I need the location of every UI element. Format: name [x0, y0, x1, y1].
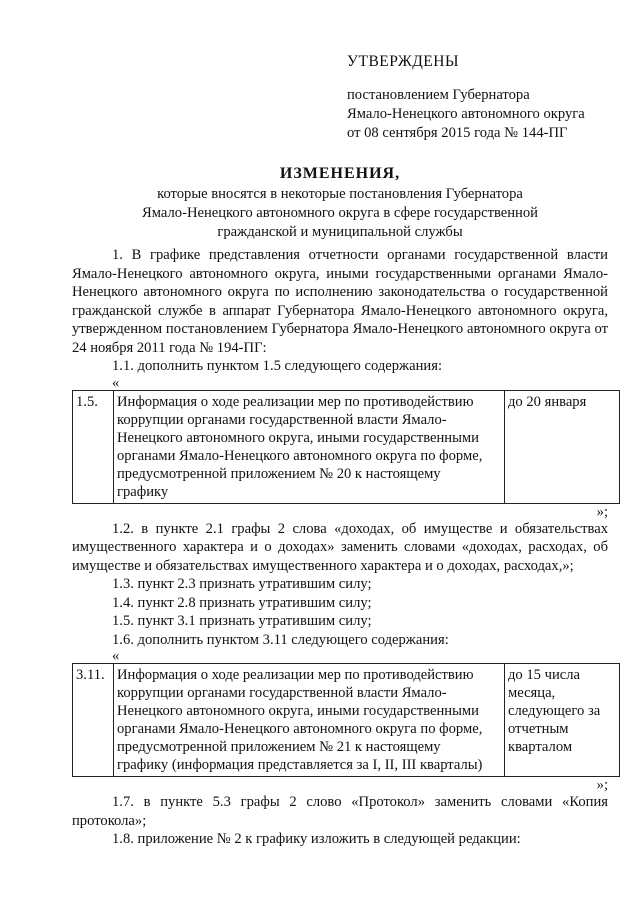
approval-line: Ямало-Ненецкого автономного округа	[347, 106, 585, 122]
item-number: 3.11.	[73, 664, 114, 777]
table-row	[73, 664, 620, 777]
item-deadline	[505, 664, 620, 777]
heading-line: гражданской и муниципальной службы	[217, 224, 463, 240]
description-line: предусмотренной приложением № 20 к настоящему	[117, 465, 441, 482]
quote-open: «	[112, 374, 120, 391]
deadline-line: до 15 числа	[508, 667, 580, 683]
quote-close: »;	[596, 503, 608, 520]
paragraph-1: 1. В графике представления отчетности органами государственной власти Ямало-Ненецкого автономного округа, иными государственными органами Ямало-Ненецкого автономного округа по исполнению законодательства о государственной гражданской службе в аппарат Губернатора Ямало-Ненецкого автономного округа, утвержденном постановлением Губернатора Ямало-Ненецкого автономного округа от 24 ноября 2011 года № 194-ПГ:	[72, 247, 608, 356]
approval-line: от 08 сентября 2015 года № 144-ПГ	[347, 125, 568, 141]
description-line: коррупции органами государственной власти Ямало-	[117, 685, 447, 701]
description-line: графику	[117, 483, 169, 500]
item-description	[114, 664, 505, 777]
deadline-line: следующего за	[508, 703, 601, 719]
table-item-1-5	[72, 390, 620, 504]
item-number: 1.5.	[73, 390, 114, 503]
deadline-line: до 20 января	[508, 393, 587, 410]
item-1-1: 1.1. дополнить пунктом 1.5 следующего содержания:	[112, 358, 443, 374]
deadline-line: месяца,	[508, 685, 556, 701]
approval-title: УТВЕРЖДЕНЫ	[347, 53, 459, 70]
quote-close: »;	[596, 777, 608, 793]
description-line: Информация о ходе реализации мер по противодействию	[117, 393, 474, 410]
item-1-4: 1.4. пункт 2.8 признать утратившим силу;	[112, 594, 372, 611]
document-body	[72, 246, 608, 849]
table-row	[73, 390, 620, 503]
item-description	[114, 390, 505, 503]
approval-block	[347, 52, 627, 143]
document-heading	[70, 163, 610, 242]
description-line: коррупции органами государственной власти Ямало-	[117, 411, 447, 428]
item-1-5: 1.5. пункт 3.1 признать утратившим силу;	[112, 613, 372, 629]
description-line: органами Ямало-Ненецкого автономного округа по форме,	[117, 721, 483, 737]
description-line: органами Ямало-Ненецкого автономного округа по форме,	[117, 447, 483, 464]
deadline-line: кварталом	[508, 739, 573, 755]
heading-line: Ямало-Ненецкого автономного округа в сфере государственной	[142, 205, 538, 221]
item-1-8: 1.8. приложение № 2 к графику изложить в следующей редакции:	[112, 831, 521, 847]
item-deadline	[505, 390, 620, 503]
deadline-line: отчетным	[508, 721, 569, 737]
description-line: Ненецкого автономного округа, иными государственными	[117, 703, 479, 719]
quote-open: «	[112, 648, 120, 664]
item-1-3: 1.3. пункт 2.3 признать утратившим силу;	[112, 576, 372, 592]
paragraph-1-2: 1.2. в пункте 2.1 графы 2 слова «доходах, об имуществе и обязательствах имущественного характера и о доходах» заменить словами «доходах, расходах, об имуществе и обязательствах имущественного характера и о доходах, расходах,»;	[72, 520, 608, 574]
item-1-6: 1.6. дополнить пунктом 3.11 следующего содержания:	[112, 631, 449, 648]
heading-line: которые вносятся в некоторые постановления Губернатора	[157, 186, 523, 202]
description-line: Информация о ходе реализации мер по противодействию	[117, 667, 474, 683]
heading-title: ИЗМЕНЕНИЯ,	[279, 165, 401, 182]
description-line: графику (информация представляется за I, II, III кварталы)	[117, 757, 483, 773]
description-line: предусмотренной приложением № 21 к настоящему	[117, 739, 441, 755]
table-item-3-11	[72, 663, 620, 777]
description-line: Ненецкого автономного округа, иными государственными	[117, 429, 479, 446]
approval-line: постановлением Губернатора	[347, 87, 530, 103]
paragraph-1-7: 1.7. в пункте 5.3 графы 2 слово «Протокол» заменить словами «Копия протокола»;	[72, 794, 608, 829]
